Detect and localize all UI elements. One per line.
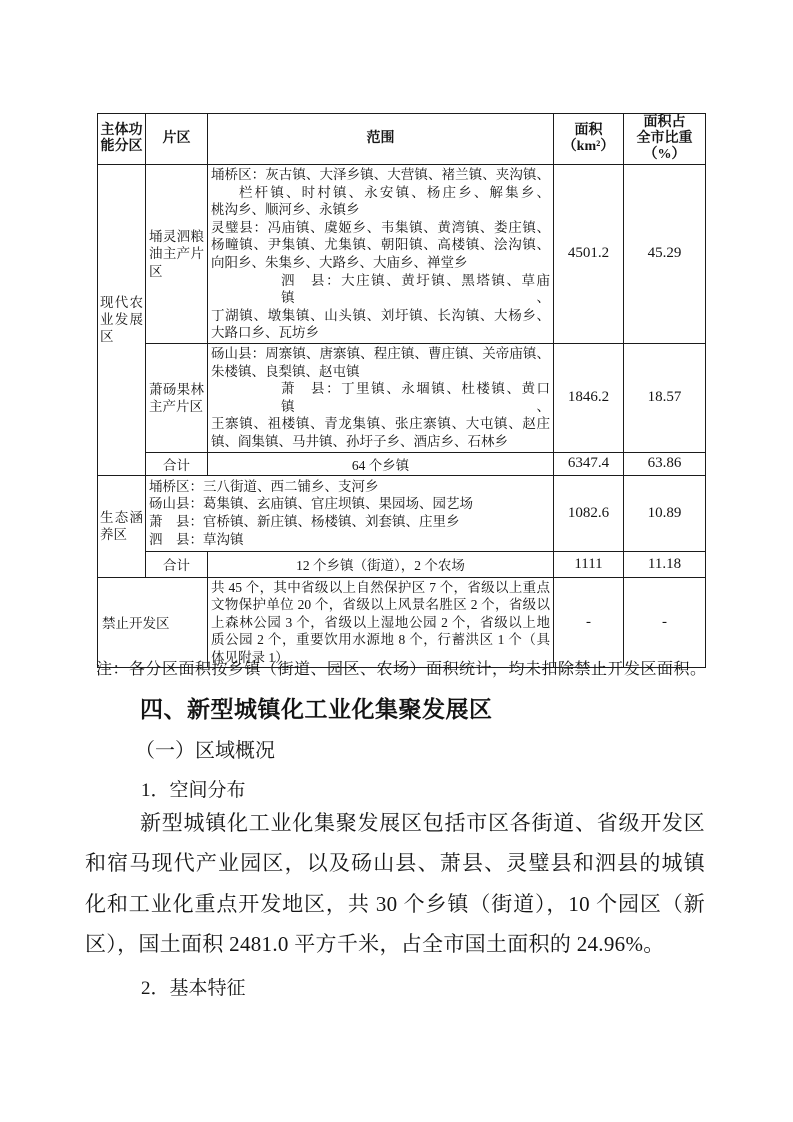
header-share-line3: （%）: [643, 147, 686, 162]
scope-line: 萧 县：官桥镇、新庄镇、杨楼镇、刘套镇、庄里乡: [149, 514, 460, 529]
table-row-orchard: [98, 343, 706, 452]
zone-label-ecology: 生态涵养区: [100, 509, 143, 542]
total-scope-agriculture: 64 个乡镇: [208, 452, 554, 475]
scope-line: 王寨镇、祖楼镇、青龙集镇、张庄寨镇、大屯镇、赵庄: [211, 416, 550, 432]
item1-heading: 1．空间分布: [141, 780, 246, 801]
scope-line: 文物保护单位 20 个，省级以上风景名胜区 2 个，省级以: [211, 597, 550, 613]
table-row-ecology-total: [98, 551, 706, 577]
paragraph-line: 新型城镇化工业化集聚发展区包括市区各街道、省级开发区: [140, 811, 705, 835]
table-row-grain: [98, 165, 706, 344]
scope-line: 泗 县：大庄镇、黄圩镇、黑塔镇、草庙镇、: [281, 272, 550, 306]
paragraph-line: 区），国土面积 2481.0 平方千米，占全市国土面积的 24.96%。: [85, 931, 665, 956]
scope-line: 体见附录 1）: [211, 649, 289, 665]
area-value-ecology: 1082.6: [554, 475, 624, 551]
subsection-heading: （一）区域概况: [135, 740, 275, 762]
header-zone: 主体功能分区: [98, 114, 146, 165]
scope-line: 埇桥区：三八街道、西二铺乡、支河乡: [149, 478, 379, 494]
table-footnote: 注：各分区面积按乡镇（街道、园区、农场）面积统计，均未扣除禁止开发区面积。: [96, 661, 707, 678]
scope-cell-ecology: [146, 475, 554, 551]
header-scope: 范围: [208, 114, 554, 165]
total-share-ecology: 11.18: [624, 551, 706, 577]
header-area-line1: 面积: [574, 123, 603, 138]
body-paragraph: [85, 803, 705, 964]
header-share-line2: 全市比重: [636, 131, 693, 146]
header-share-line1: 面积占: [643, 115, 686, 130]
table-row-forbidden: [98, 577, 706, 668]
functional-zoning-table: [97, 113, 706, 668]
scope-line: 朱楼镇、良梨镇、赵屯镇: [211, 363, 360, 379]
scope-line: 灵璧县：冯庙镇、虞姬乡、韦集镇、黄湾镇、娄庄镇、: [211, 219, 550, 235]
header-area-line2: （km²）: [562, 139, 615, 154]
zone-label-agriculture: 现代农业发展区: [100, 294, 143, 345]
scope-line: 大路口乡、瓦坊乡: [211, 325, 319, 341]
share-value-ecology: 10.89: [624, 475, 706, 551]
scope-cell-orchard: [208, 343, 554, 452]
scope-cell-grain: [208, 165, 554, 344]
scope-line: 丁湖镇、墩集镇、山头镇、刘圩镇、长沟镇、大杨乡、: [211, 307, 550, 323]
scope-line: 杨疃镇、尹集镇、尤集镇、朝阳镇、高楼镇、浍沟镇、: [211, 237, 550, 253]
total-label-agriculture: 合计: [146, 452, 208, 475]
area-value-forbidden: -: [554, 577, 624, 668]
zone-cell-ecology: [98, 475, 146, 577]
section-heading: 四、新型城镇化工业化集聚发展区: [140, 696, 493, 722]
area-value-orchard: 1846.2: [554, 343, 624, 452]
item2-heading: 2．基本特征: [141, 978, 246, 999]
area-value-grain: 4501.2: [554, 165, 624, 344]
share-value-forbidden: -: [624, 577, 706, 668]
district-cell-grain: [146, 165, 208, 344]
paragraph-line: 和宿马现代产业园区，以及砀山县、萧县、灵璧县和泗县的城镇: [85, 851, 705, 876]
scope-line: 镇、阎集镇、马井镇、孙圩子乡、酒店乡、石林乡: [211, 433, 508, 449]
header-area: [554, 114, 624, 165]
share-value-orchard: 18.57: [624, 343, 706, 452]
paragraph-line: 化和工业化重点开发地区，共 30 个乡镇（街道），10 个园区（新: [85, 891, 705, 916]
district-label-grain: 埇灵泗粮油主产片区: [149, 229, 204, 279]
total-area-ecology: 1111: [554, 551, 624, 577]
scope-line: 砀山县：葛集镇、玄庙镇、官庄坝镇、果园场、园艺场: [149, 496, 473, 512]
table-row-ecology: [98, 475, 706, 551]
scope-line: 砀山县：周寨镇、唐寨镇、程庄镇、曹庄镇、关帝庙镇、: [211, 345, 550, 361]
scope-line: 萧 县：丁里镇、永堌镇、杜楼镇、黄口镇、: [281, 381, 550, 414]
scope-line: 质公园 2 个，重要饮用水源地 8 个，行蓄洪区 1 个（具: [211, 632, 550, 648]
scope-line: 桃沟乡、顺河乡、永镇乡: [211, 202, 360, 218]
zone-cell-forbidden: [98, 577, 208, 668]
total-area-agriculture: 6347.4: [554, 452, 624, 475]
scope-line: 共 45 个，其中省级以上自然保护区 7 个，省级以上重点: [211, 579, 550, 595]
scope-line: 上森林公园 3 个，省级以上湿地公园 2 个，省级以上地: [211, 614, 550, 630]
zone-cell-agriculture: [98, 165, 146, 476]
scope-line: 埇桥区：灰古镇、大泽乡镇、大营镇、褚兰镇、夹沟镇、: [211, 167, 550, 182]
district-label-orchard: 萧砀果林主产片区: [149, 381, 204, 414]
scope-cell-forbidden: [208, 577, 554, 668]
scope-line: 栏杆镇、时村镇、永安镇、杨庄乡、解集乡、: [239, 184, 550, 200]
scope-line: 向阳乡、朱集乡、大路乡、大庙乡、禅堂乡: [211, 254, 468, 270]
scope-line: 泗 县：草沟镇: [149, 531, 244, 547]
zone-label-forbidden: 禁止开发区: [102, 616, 170, 632]
district-cell-orchard: [146, 343, 208, 452]
header-share: [624, 114, 706, 165]
total-label-ecology: 合计: [146, 551, 208, 577]
total-share-agriculture: 63.86: [624, 452, 706, 475]
table-row-agriculture-total: [98, 452, 706, 475]
total-scope-ecology: 12 个乡镇（街道），2 个农场: [208, 551, 554, 577]
share-value-grain: 45.29: [624, 165, 706, 344]
table-header-row: [98, 114, 706, 165]
header-district: 片区: [146, 114, 208, 165]
